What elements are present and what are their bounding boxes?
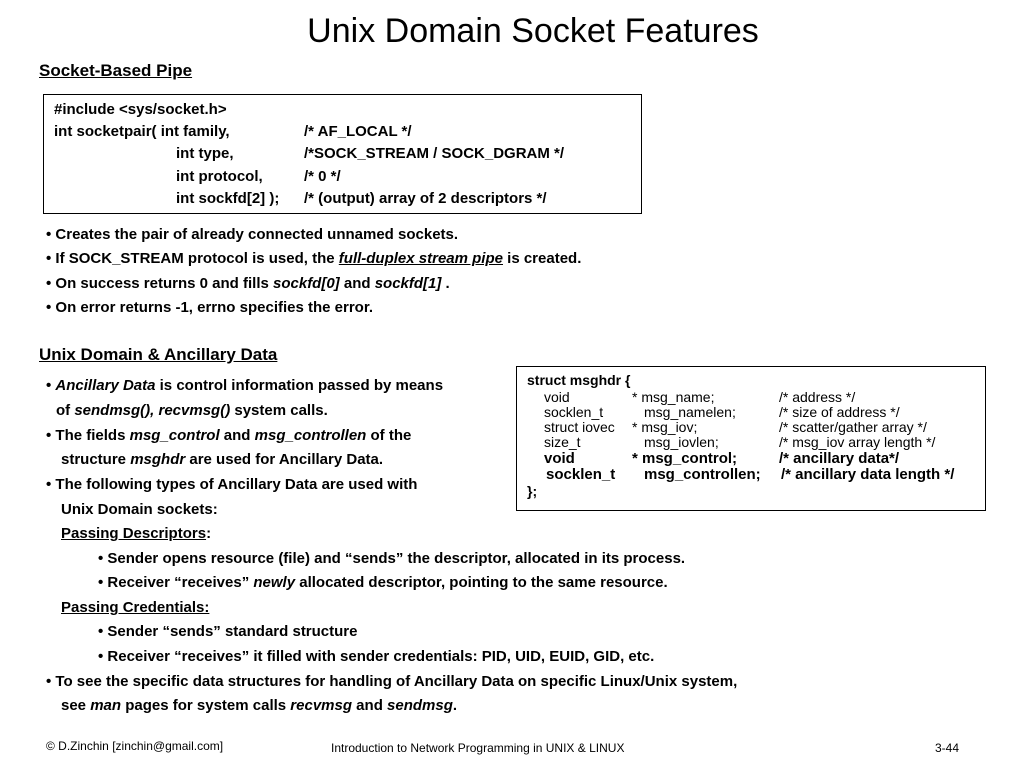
ancillary-line-3: • The fields msg_control and msg_controllen of the [46, 427, 412, 444]
ancillary-line-5: • The following types of Ancillary Data are used with [46, 476, 418, 493]
credentials-bullet-receive: • Receiver “receives” it filled with sender credentials: PID, UID, EUID, GID, etc. [98, 648, 655, 665]
section-heading-socket-pipe: Socket-Based Pipe [39, 61, 193, 80]
credentials-bullet-send: • Sender “sends” standard structure [98, 623, 358, 640]
ancillary-line-2: of sendmsg(), recvmsg() system calls. [56, 402, 328, 419]
footer-copyright: © D.Zinchin [zinchin@gmail.com] [46, 739, 224, 753]
struct-row-field: msg_iovlen; [644, 434, 719, 450]
struct-head: struct msghdr { [527, 372, 631, 388]
struct-row-type: size_t [544, 434, 581, 450]
struct-row-type: struct iovec [544, 419, 615, 435]
struct-row-field: * msg_control; [632, 450, 738, 467]
struct-row-type: socklen_t [544, 404, 604, 420]
ancillary-line-13: • To see the specific data structures for handling of Ancillary Data on specific Linux/Unix system, [46, 673, 738, 690]
code-param-type: int type, [176, 145, 234, 162]
descriptor-bullet-receive: • Receiver “receives” newly allocated descriptor, pointing to the same resource. [98, 574, 668, 591]
struct-row-comment: /* address */ [779, 389, 856, 405]
struct-row-comment: /* ancillary data length */ [781, 466, 955, 483]
ancillary-line-6: Unix Domain sockets: [61, 501, 218, 518]
struct-row-comment: /* ancillary data*/ [779, 450, 900, 467]
footer-page-number: 3-44 [935, 741, 960, 755]
code-comment-protocol: /* 0 */ [304, 168, 341, 185]
code-param-protocol: int protocol, [176, 168, 263, 185]
struct-row-comment: /* scatter/gather array */ [779, 419, 927, 435]
footer-course-title: Introduction to Network Programming in UNIX & LINUX [331, 741, 625, 755]
struct-tail: }; [527, 483, 538, 499]
section-heading-ancillary: Unix Domain & Ancillary Data [39, 345, 278, 364]
ancillary-line-14: see man pages for system calls recvmsg and sendmsg. [61, 697, 458, 714]
ancillary-line-1: • Ancillary Data is control information passed by means [46, 377, 444, 394]
code-signature: int socketpair( int family, [54, 123, 230, 140]
bullet-on-success: • On success returns 0 and fills sockfd[0] and sockfd[1] . [46, 275, 450, 292]
passing-credentials-heading: Passing Credentials: [61, 599, 210, 616]
code-comment-family: /* AF_LOCAL */ [304, 123, 412, 140]
struct-row-field: msg_controllen; [644, 466, 761, 483]
struct-row-field: * msg_name; [632, 389, 715, 405]
bullet-sock-stream: • If SOCK_STREAM protocol is used, the full-duplex stream pipe is created. [46, 250, 582, 267]
passing-descriptors-heading: Passing Descriptors: [61, 525, 212, 542]
struct-row-type: socklen_t [546, 466, 616, 483]
code-comment-sockfd: /* (output) array of 2 descriptors */ [304, 190, 547, 207]
descriptor-bullet-send: • Sender opens resource (file) and “sends” the descriptor, allocated in its process. [98, 550, 686, 567]
bullet-on-error: • On error returns -1, errno specifies the error. [46, 299, 374, 316]
struct-row-type: void [544, 450, 575, 467]
code-param-sockfd: int sockfd[2] ); [176, 190, 280, 207]
bullet-creates-pair: • Creates the pair of already connected unnamed sockets. [46, 226, 459, 243]
socketpair-code-box [43, 94, 642, 214]
code-include: #include <sys/socket.h> [54, 101, 227, 118]
struct-row-comment: /* msg_iov array length */ [779, 434, 936, 450]
struct-row-field: * msg_iov; [632, 419, 698, 435]
code-comment-type: /*SOCK_STREAM / SOCK_DGRAM */ [304, 145, 565, 162]
slide-title: Unix Domain Socket Features [307, 12, 759, 50]
struct-row-type: void [544, 389, 570, 405]
ancillary-line-4: structure msghdr are used for Ancillary Data. [61, 451, 384, 468]
msghdr-struct-box [516, 366, 986, 511]
struct-row-comment: /* size of address */ [779, 404, 900, 420]
struct-row-field: msg_namelen; [644, 404, 736, 420]
